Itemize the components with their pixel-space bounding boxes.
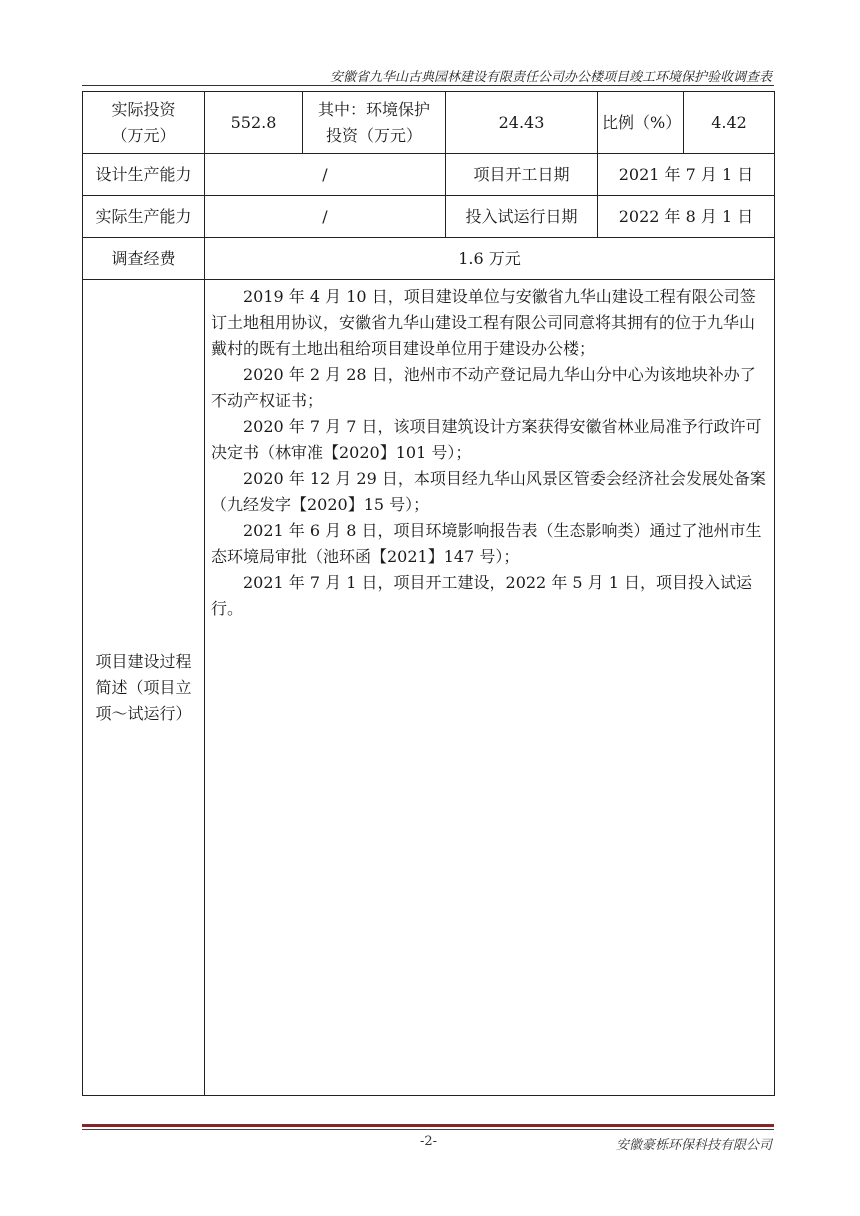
header-rule (82, 85, 774, 86)
process-paragraph: 2021 年 7 月 1 日，项目开工建设，2022 年 5 月 1 日，项目投入试运行。 (211, 573, 753, 618)
env-investment-label: 其中：环境保护 投资（万元） (303, 92, 446, 154)
ratio-label: 比例（%） (598, 92, 684, 154)
actual-capacity-label: 实际生产能力 (83, 196, 205, 238)
process-paragraph: 2020 年 2 月 28 日，池州市不动产登记局九华山分中心为该地块补办了不动产权证书； (211, 365, 756, 410)
trial-run-date-label: 投入试运行日期 (446, 196, 598, 238)
actual-capacity-value: / (205, 196, 446, 238)
start-date-label: 项目开工日期 (446, 154, 598, 196)
process-paragraph: 2019 年 4 月 10 日，项目建设单位与安徽省九华山建设工程有限公司签订土地租用协议，安徽省九华山建设工程有限公司同意将其拥有的位于九华山戴村的既有土地出租给项目建设单位用于建设办公楼； (211, 287, 756, 358)
process-paragraph: 2020 年 12 月 29 日，本项目经九华山风景区管委会经济社会发展处备案（九经发字【2020】15 号）； (211, 469, 766, 514)
footer-rule-thin (82, 1129, 774, 1130)
document-header-title: 安徽省九华山古典园林建设有限责任公司办公楼项目竣工环境保护验收调查表 (329, 70, 772, 85)
investigation-table (82, 91, 775, 1096)
page-number: -2- (420, 1134, 438, 1149)
process-summary-text (205, 280, 775, 1096)
ratio-value: 4.42 (684, 92, 775, 154)
actual-investment-value: 552.8 (205, 92, 303, 154)
design-capacity-label: 设计生产能力 (83, 154, 205, 196)
table-row-survey-fee (83, 238, 775, 280)
start-date-value: 2021 年 7 月 1 日 (598, 154, 775, 196)
env-investment-value: 24.43 (446, 92, 598, 154)
survey-fee-value: 1.6 万元 (205, 238, 775, 280)
table-row-actual-capacity (83, 196, 775, 238)
footer-company-name: 安徽豪栎环保科技有限公司 (615, 1138, 772, 1153)
table-row-design-capacity (83, 154, 775, 196)
process-paragraph: 2020 年 7 月 7 日，该项目建筑设计方案获得安徽省林业局准予行政许可决定书（林审准【2020】101 号）； (211, 417, 762, 462)
process-summary-label: 项目建设过程 简述（项目立 项～试运行） (83, 280, 205, 1096)
table-row-process (83, 280, 775, 1096)
trial-run-date-value: 2022 年 8 月 1 日 (598, 196, 775, 238)
footer-rule-thick (82, 1124, 774, 1127)
survey-fee-label: 调查经费 (83, 238, 205, 280)
process-paragraph: 2021 年 6 月 8 日，项目环境影响报告表（生态影响类）通过了池州市生态环境局审批（池环函【2021】147 号）； (211, 521, 762, 566)
design-capacity-value: / (205, 154, 446, 196)
table-row-investment (83, 92, 775, 154)
actual-investment-label: 实际投资 （万元） (83, 92, 205, 154)
